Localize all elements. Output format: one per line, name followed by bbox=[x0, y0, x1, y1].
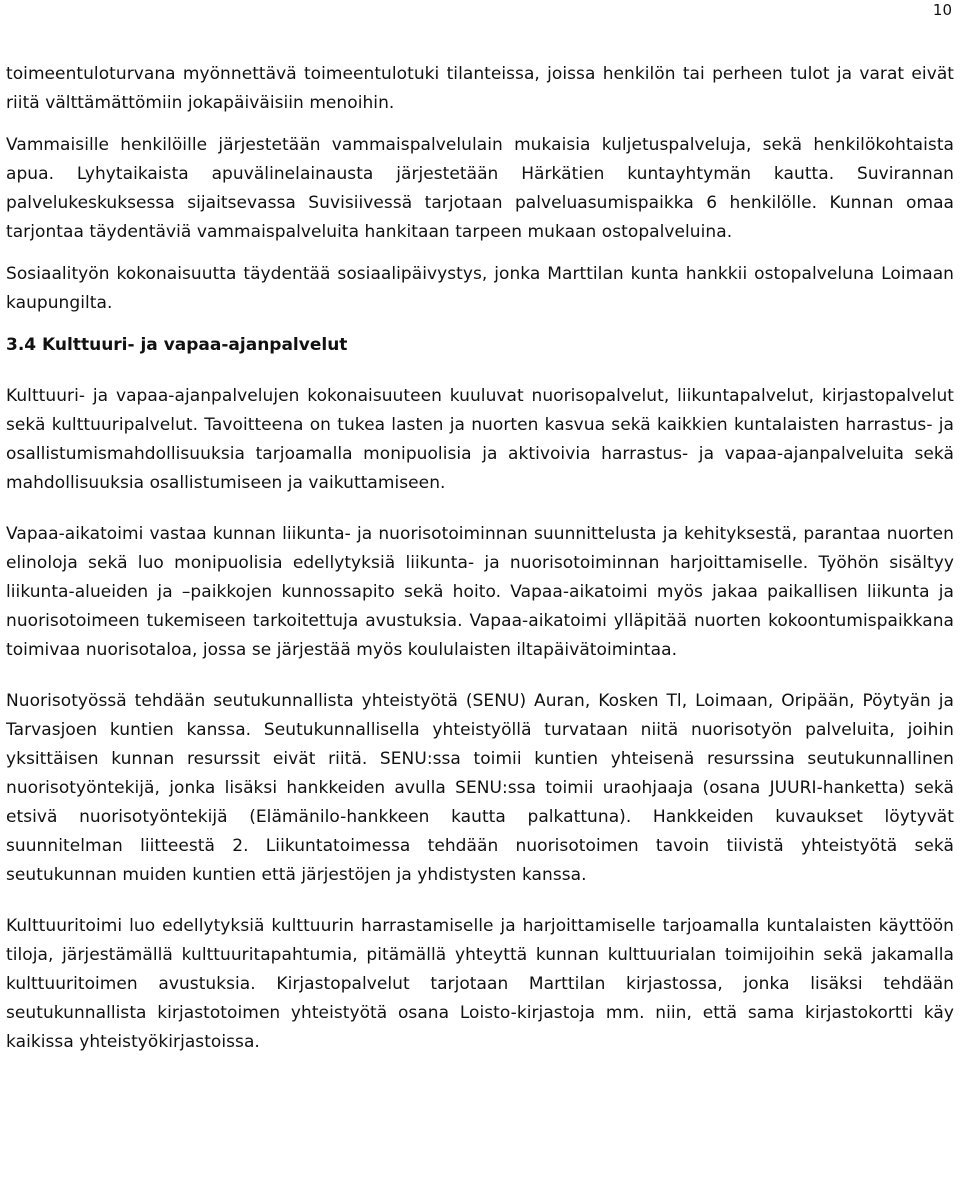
paragraph-culture-department: Kulttuuritoimi luo edellytyksiä kulttuurin harrastamiselle ja harjoittamiselle tarjoamalla kuntalaisten käyttöön tiloja, järjestämällä kulttuuritapahtumia, pitämällä yhteyttä kunnan kulttuurialan toimijoihin sekä jakamalla kulttuuritoimen avustuksia. Kirjastopalvelut tarjotaan Marttilan kirjastossa, jonka lisäksi tehdään seutukunnallista kirjastotoimen yhteistyötä osana Loisto-kirjastoja mm. niin, että sama kirjastokortti käy kaikissa yhteistyökirjastoissa. bbox=[6, 916, 954, 1052]
paragraph-disability-services: Vammaisille henkilöille järjestetään vammaispalvelulain mukaisia kuljetuspalveluja, sekä henkilökohtaista apua. Lyhytaikaista apuvälinelainausta järjestetään Härkätien kuntayhtymän kautta. Suvirannan palvelukeskuksessa sijaitsevassa Suvisiivessä tarjotaan palveluasumispaikka 6 henkilölle. Kunnan omaa tarjontaa täydentäviä vammaispalveluita hankitaan tarpeen mukaan ostopalveluina. bbox=[6, 135, 954, 242]
paragraph-leisure-department: Vapaa-aikatoimi vastaa kunnan liikunta- ja nuorisotoiminnan suunnittelusta ja kehityksestä, parantaa nuorten elinoloja sekä luo monipuolisia edellytyksiä liikunta- ja nuorisotoiminnan harjoittamiselle. Työhön sisältyy liikunta-alueiden ja –paikkojen kunnossapito sekä hoito. Vapaa-aikatoimi myös jakaa paikallisen liikunta ja nuorisotoimeen tukemiseen tarkoitettuja avustuksia. Vapaa-aikatoimi ylläpitää nuorten kokoontumispaikkana toimivaa nuorisotaloa, jossa se järjestää myös koululaisten iltapäivätoimintaa. bbox=[6, 524, 954, 660]
paragraph-youth-work: Nuorisotyössä tehdään seutukunnallista yhteistyötä (SENU) Auran, Kosken Tl, Loimaan, Oripään, Pöytyän ja Tarvasjoen kuntien kanssa. Seutukunnallisella yhteistyöllä turvataan niitä nuorisotyön palveluita, joihin yksittäisen kunnan resurssit eivät riitä. SENU:ssa toimii kuntien yhteisenä resurssina seutukunnallinen nuorisotyöntekijä, jonka lisäksi hankkeiden avulla SENU:ssa toimii uraohjaaja (osana JUURI-hanketta) sekä etsivä nuorisotyöntekijä (Elämänilo-hankkeen kautta palkattuna). Hankkeiden kuvaukset löytyvät suunnitelman liitteestä 2. Liikuntatoimessa tehdään nuorisotoimen tavoin tiivistä yhteistyötä sekä seutukunnan muiden kuntien että järjestöjen ja yhdistysten kanssa. bbox=[6, 691, 954, 885]
paragraph-culture-leisure-overview: Kulttuuri- ja vapaa-ajanpalvelujen kokonaisuuteen kuuluvat nuorisopalvelut, liikuntapalvelut, kirjastopalvelut sekä kulttuuripalvelut. Tavoitteena on tukea lasten ja nuorten kasvua sekä kaikkien kuntalaisten harrastus- ja osallistumismahdollisuuksia tarjoamalla monipuolisia ja aktivoivia harrastus- ja vapaa-ajanpalveluita sekä mahdollisuuksia osallistumiseen ja vaikuttamiseen. bbox=[6, 386, 954, 493]
document-body bbox=[6, 60, 954, 1057]
paragraph-social-work: Sosiaalityön kokonaisuutta täydentää sosiaalipäivystys, jonka Marttilan kunta hankkii ostopalveluna Loimaan kaupungilta. bbox=[6, 264, 954, 313]
page-number: 10 bbox=[932, 1, 952, 19]
section-heading: 3.4 Kulttuuri- ja vapaa-ajanpalvelut bbox=[6, 335, 348, 355]
paragraph-income-support: toimeentuloturvana myönnettävä toimeentulotuki tilanteissa, joissa henkilön tai perheen tulot ja varat eivät riitä välttämättömiin jokapäiväisiin menoihin. bbox=[6, 64, 954, 113]
